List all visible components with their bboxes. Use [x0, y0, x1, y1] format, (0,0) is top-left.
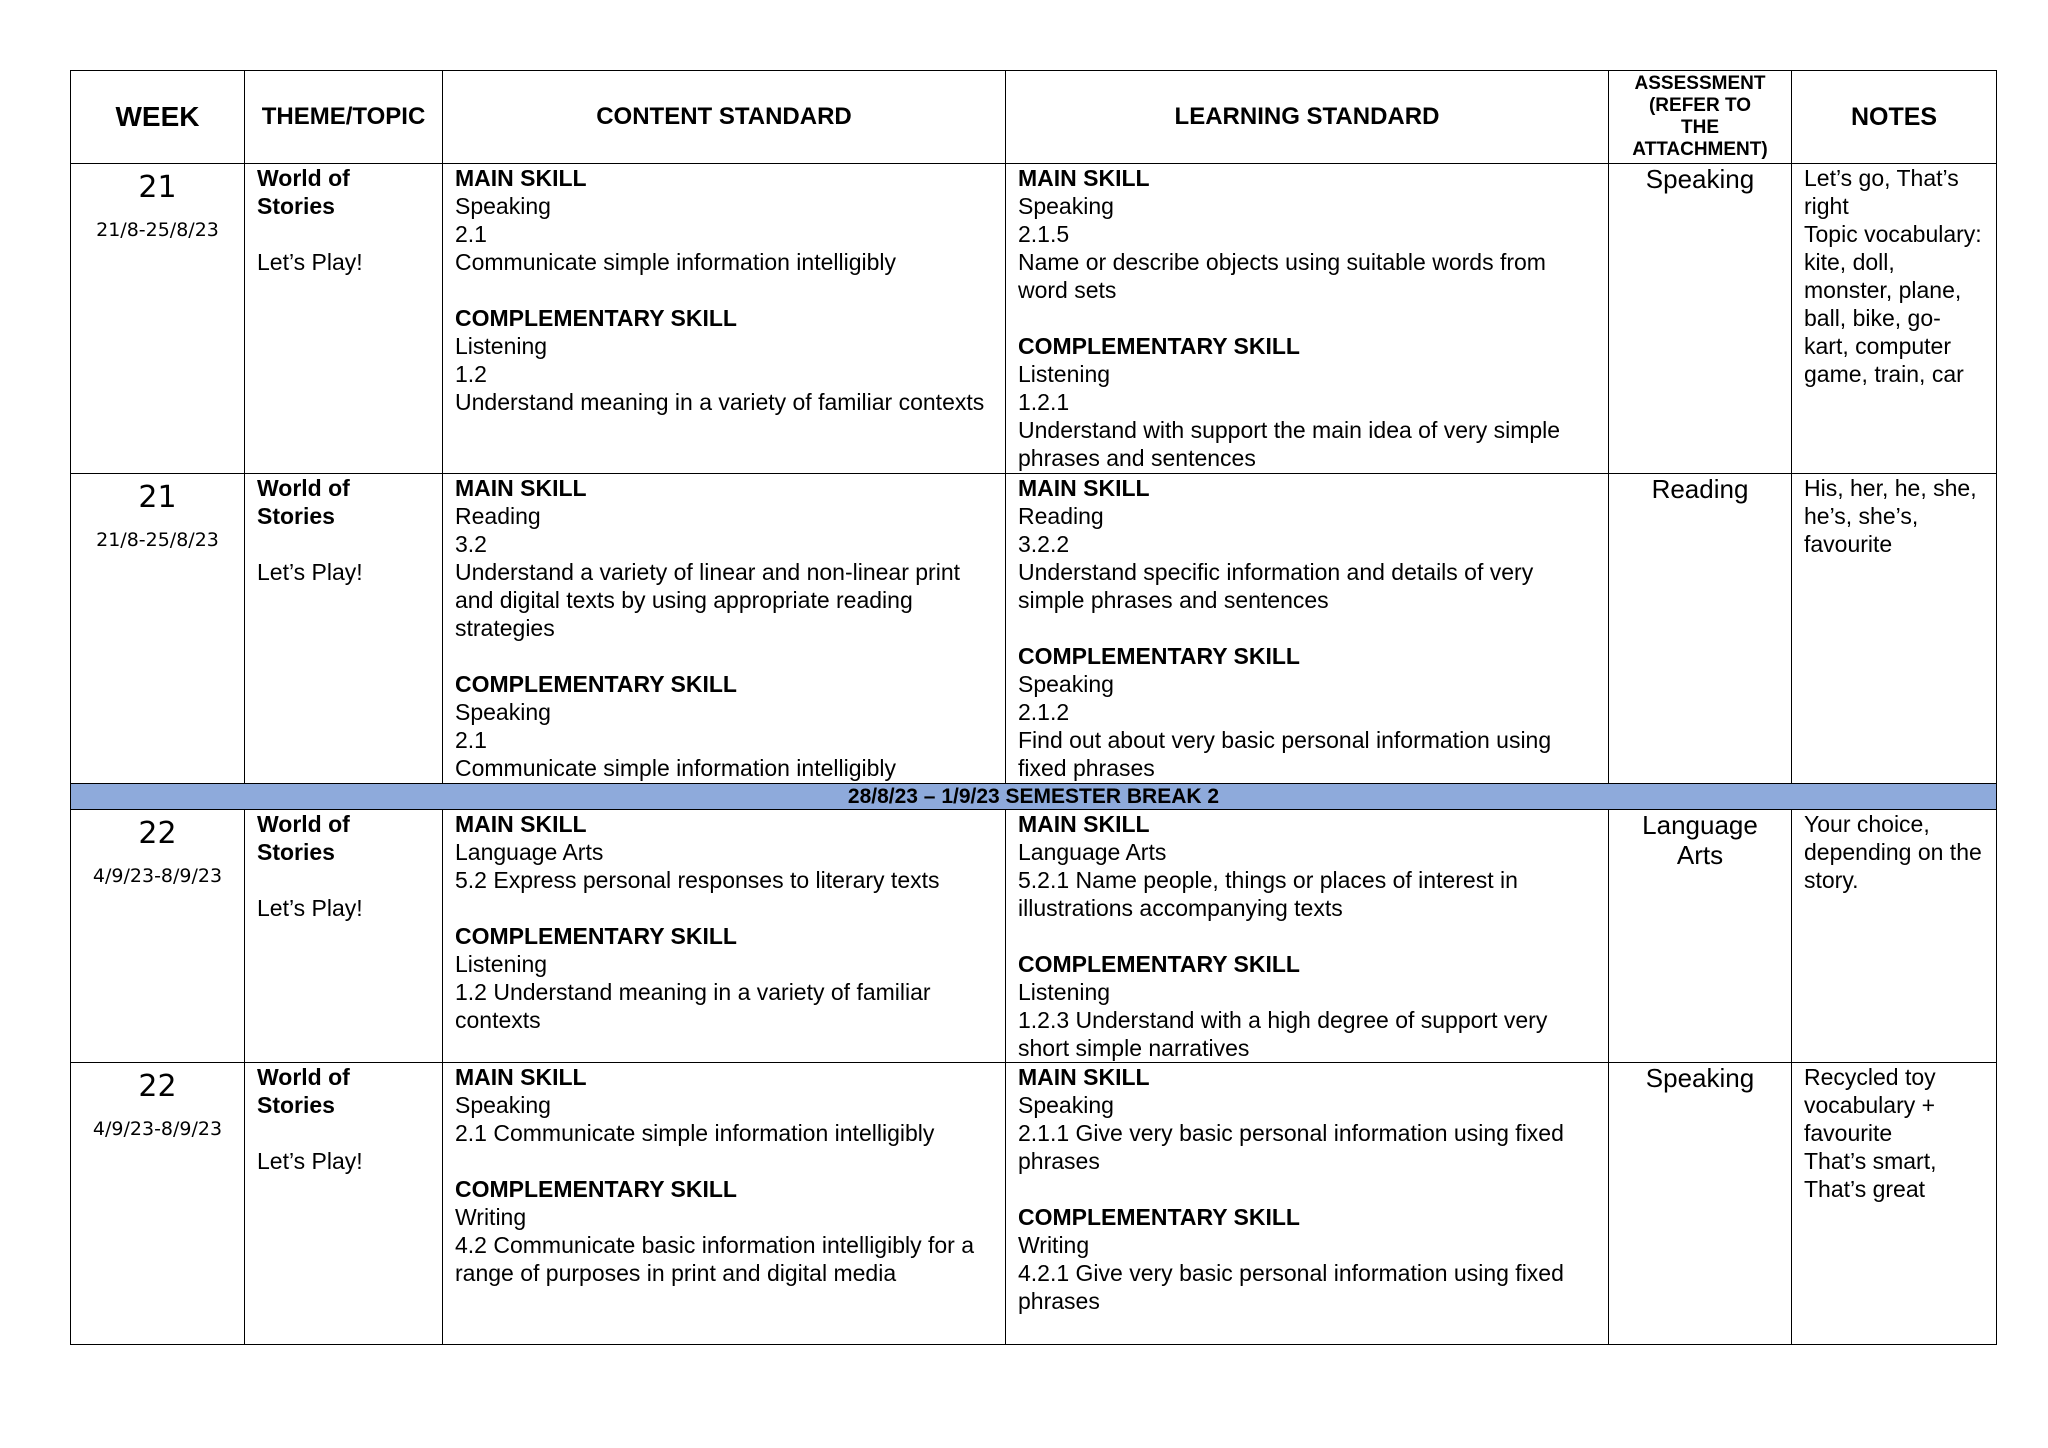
table-row — [71, 1063, 1997, 1345]
week-date: 21/8-25/8/23 — [96, 529, 219, 551]
header-assessment-line: THE — [1681, 117, 1719, 138]
week-number: 22 — [138, 816, 177, 851]
standard-text: 1.2 Understand meaning in a variety of familiar contexts — [455, 979, 931, 1033]
skill-heading: COMPLEMENTARY SKILL — [455, 305, 737, 331]
spacer — [257, 530, 430, 558]
table-row — [71, 164, 1997, 474]
theme-cell — [245, 810, 443, 1063]
standard-text: 2.1.1 Give very basic personal information using fixed phrases — [1018, 1120, 1564, 1174]
learning-standard-cell — [1006, 164, 1609, 474]
skill-name: Speaking — [455, 193, 551, 219]
header-week: WEEK — [71, 71, 245, 164]
skill-name: Writing — [1018, 1232, 1090, 1258]
standard-text: Communicate simple information intelligibly — [455, 755, 897, 781]
week-date: 4/9/23-8/9/23 — [92, 865, 223, 887]
standard-code: 3.2.2 — [1018, 531, 1070, 557]
skill-name: Speaking — [1018, 1092, 1114, 1118]
spacer — [455, 894, 993, 922]
standard-code: 2.1.2 — [1018, 699, 1070, 725]
skill-name: Listening — [1018, 979, 1111, 1005]
skill-name: Speaking — [1018, 193, 1114, 219]
notes-line: Let’s go, That’s right — [1804, 165, 1959, 219]
header-assessment-line: ASSESSMENT — [1634, 73, 1766, 94]
standard-text: Name or describe objects using suitable words from word sets — [1018, 249, 1546, 303]
notes-cell — [1792, 1063, 1997, 1345]
spacer — [1018, 1175, 1596, 1203]
skill-name: Listening — [455, 951, 548, 977]
skill-heading: COMPLEMENTARY SKILL — [455, 1176, 737, 1202]
standard-text: 5.2 Express personal responses to literary texts — [455, 867, 940, 893]
semester-break-row — [71, 784, 1997, 810]
skill-name: Speaking — [455, 1092, 551, 1118]
spacer — [257, 220, 430, 248]
standard-code: 2.1 — [455, 221, 487, 247]
theme-title: Stories — [257, 503, 335, 529]
week-number: 22 — [138, 1069, 177, 1104]
skill-name: Reading — [455, 503, 541, 529]
skill-heading: MAIN SKILL — [455, 1064, 587, 1090]
standard-text: 2.1 Communicate simple information intelligibly — [455, 1120, 935, 1146]
standard-text: Understand meaning in a variety of familiar contexts — [455, 389, 985, 415]
notes-line: Recycled toy vocabulary + favourite — [1804, 1064, 1936, 1146]
skill-heading: MAIN SKILL — [455, 811, 587, 837]
theme-cell — [245, 1063, 443, 1345]
topic-title: Let’s Play! — [257, 249, 363, 275]
assessment-cell: Speaking — [1609, 1063, 1792, 1345]
week-cell — [71, 1063, 245, 1345]
assessment-cell: Reading — [1609, 474, 1792, 784]
header-learning-standard: LEARNING STANDARD — [1006, 71, 1609, 164]
content-standard-cell — [443, 164, 1006, 474]
assessment-cell: Speaking — [1609, 164, 1792, 474]
content-standard-cell — [443, 810, 1006, 1063]
theme-title: Stories — [257, 1092, 335, 1118]
skill-heading: COMPLEMENTARY SKILL — [1018, 333, 1300, 359]
spacer — [1018, 304, 1596, 332]
notes-cell — [1792, 474, 1997, 784]
week-cell — [71, 164, 245, 474]
standard-text: 5.2.1 Name people, things or places of interest in illustrations accompanying texts — [1018, 867, 1518, 921]
week-number: 21 — [138, 480, 177, 515]
skill-heading: MAIN SKILL — [1018, 475, 1150, 501]
skill-heading: MAIN SKILL — [1018, 811, 1150, 837]
skill-name: Speaking — [1018, 671, 1114, 697]
standard-text: Understand with support the main idea of very simple phrases and sentences — [1018, 417, 1561, 471]
skill-name: Speaking — [455, 699, 551, 725]
theme-title: Stories — [257, 193, 335, 219]
content-standard-cell — [443, 1063, 1006, 1345]
content-standard-cell — [443, 474, 1006, 784]
skill-heading: COMPLEMENTARY SKILL — [1018, 643, 1300, 669]
topic-title: Let’s Play! — [257, 559, 363, 585]
skill-name: Listening — [1018, 361, 1111, 387]
skill-heading: MAIN SKILL — [1018, 1064, 1150, 1090]
skill-name: Listening — [455, 333, 548, 359]
header-notes: NOTES — [1792, 71, 1997, 164]
standard-code: 3.2 — [455, 531, 487, 557]
standard-code: 1.2.1 — [1018, 389, 1070, 415]
standard-text: Communicate simple information intelligibly — [455, 249, 897, 275]
skill-heading: MAIN SKILL — [455, 475, 587, 501]
standard-code: 2.1.5 — [1018, 221, 1070, 247]
notes-line: That’s smart, That’s great — [1804, 1148, 1937, 1202]
standard-text: 4.2.1 Give very basic personal information using fixed phrases — [1018, 1260, 1564, 1314]
header-theme-topic: THEME/TOPIC — [245, 71, 443, 164]
week-number: 21 — [138, 170, 177, 205]
standard-text: Understand specific information and details of very simple phrases and sentences — [1018, 559, 1534, 613]
skill-heading: MAIN SKILL — [455, 165, 587, 191]
spacer — [257, 866, 430, 894]
skill-heading: MAIN SKILL — [1018, 165, 1150, 191]
learning-standard-cell — [1006, 810, 1609, 1063]
theme-title: World of — [257, 811, 350, 837]
lesson-plan-table — [70, 70, 1997, 1345]
header-content-standard: CONTENT STANDARD — [443, 71, 1006, 164]
notes-line: Topic vocabulary: kite, doll, monster, plane, ball, bike, go-kart, computer game, train, car — [1804, 221, 1982, 387]
assessment-cell: Language Arts — [1609, 810, 1792, 1063]
topic-title: Let’s Play! — [257, 895, 363, 921]
skill-name: Reading — [1018, 503, 1104, 529]
standard-text: 1.2.3 Understand with a high degree of support very short simple narratives — [1018, 1007, 1548, 1061]
theme-title: World of — [257, 475, 350, 501]
spacer — [455, 1147, 993, 1175]
skill-heading: COMPLEMENTARY SKILL — [1018, 1204, 1300, 1230]
skill-name: Language Arts — [1018, 839, 1167, 865]
theme-title: Stories — [257, 839, 335, 865]
standard-code: 2.1 — [455, 727, 487, 753]
table-row — [71, 810, 1997, 1063]
spacer — [455, 276, 993, 304]
standard-text: Understand a variety of linear and non-linear print and digital texts by using appropriate reading strategies — [455, 559, 961, 641]
learning-standard-cell — [1006, 474, 1609, 784]
theme-title: World of — [257, 165, 350, 191]
spacer — [1018, 922, 1596, 950]
semester-break-label: 28/8/23 – 1/9/23 SEMESTER BREAK 2 — [71, 784, 1997, 810]
standard-code: 1.2 — [455, 361, 487, 387]
theme-title: World of — [257, 1064, 350, 1090]
header-assessment-line: ATTACHMENT) — [1632, 139, 1768, 160]
standard-text: 4.2 Communicate basic information intelligibly for a range of purposes in print and digital media — [455, 1232, 975, 1286]
theme-cell — [245, 164, 443, 474]
topic-title: Let’s Play! — [257, 1148, 363, 1174]
skill-name: Writing — [455, 1204, 527, 1230]
week-cell — [71, 810, 245, 1063]
table-row — [71, 474, 1997, 784]
skill-heading: COMPLEMENTARY SKILL — [455, 923, 737, 949]
notes-cell — [1792, 164, 1997, 474]
skill-name: Language Arts — [455, 839, 604, 865]
spacer — [1018, 614, 1596, 642]
week-cell — [71, 474, 245, 784]
week-date: 4/9/23-8/9/23 — [92, 1118, 223, 1140]
notes-cell — [1792, 810, 1997, 1063]
header-assessment — [1609, 71, 1792, 164]
spacer — [257, 1119, 430, 1147]
skill-heading: COMPLEMENTARY SKILL — [455, 671, 737, 697]
learning-standard-cell — [1006, 1063, 1609, 1345]
theme-cell — [245, 474, 443, 784]
header-assessment-line: (REFER TO — [1648, 95, 1752, 116]
skill-heading: COMPLEMENTARY SKILL — [1018, 951, 1300, 977]
standard-text: Find out about very basic personal information using fixed phrases — [1018, 727, 1552, 781]
header-row — [71, 71, 1997, 164]
week-date: 21/8-25/8/23 — [96, 219, 219, 241]
notes-line: His, her, he, she, he’s, she’s, favourite — [1804, 475, 1977, 557]
spacer — [455, 642, 993, 670]
notes-line: Your choice, depending on the story. — [1804, 811, 1982, 893]
